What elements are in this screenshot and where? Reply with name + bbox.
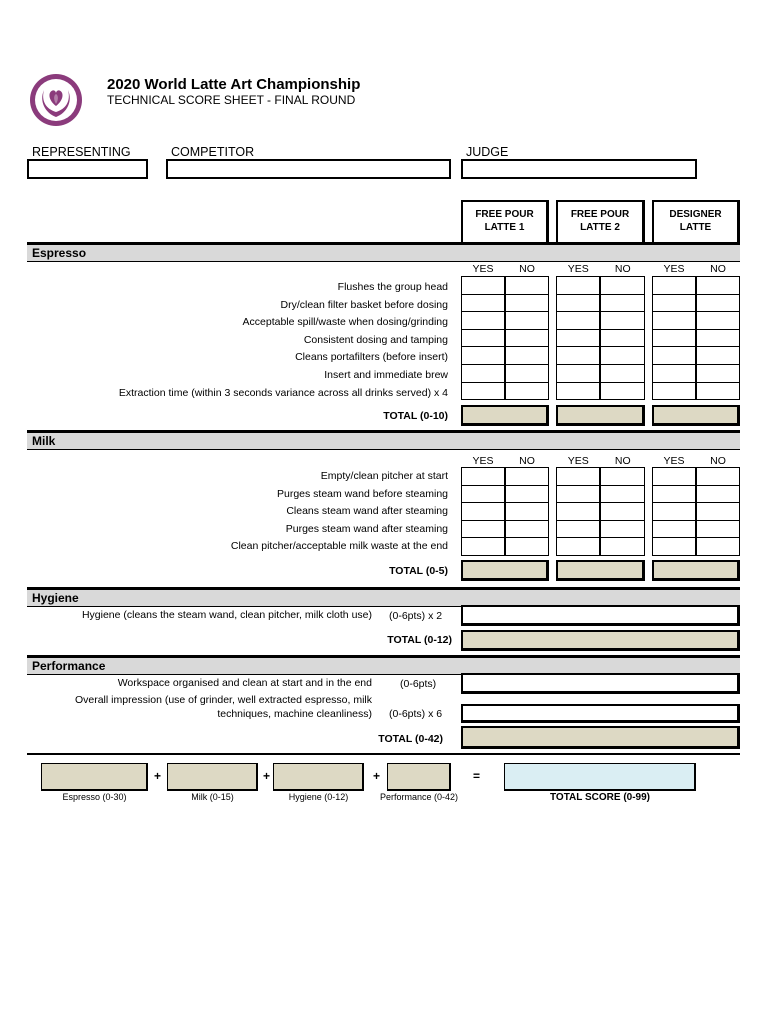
judge-field[interactable] <box>461 159 697 179</box>
no-checkbox-cell[interactable] <box>505 537 549 556</box>
column-header-line: FREE POUR <box>570 209 630 220</box>
no-checkbox-cell[interactable] <box>696 329 740 348</box>
performance-criterion-workspace: Workspace organised and clean at start and in the end <box>117 677 372 689</box>
no-checkbox-cell[interactable] <box>505 502 549 521</box>
yes-checkbox-cell[interactable] <box>652 329 696 348</box>
no-checkbox-cell[interactable] <box>505 485 549 504</box>
section-title: Performance <box>32 659 106 673</box>
yes-checkbox-cell[interactable] <box>556 276 600 295</box>
yes-checkbox-cell[interactable] <box>556 467 600 486</box>
criterion-label: Clean pitcher/acceptable milk waste at the end <box>230 540 448 553</box>
yes-checkbox-cell[interactable] <box>556 329 600 348</box>
summary-espresso-field[interactable] <box>41 763 148 791</box>
performance-total-field[interactable] <box>461 726 740 749</box>
espresso-total-designer[interactable] <box>652 405 740 426</box>
summary-hygiene-field[interactable] <box>273 763 364 791</box>
competitor-field[interactable] <box>166 159 451 179</box>
espresso-total-latte-2[interactable] <box>556 405 645 426</box>
section-title: Milk <box>32 434 56 448</box>
yes-checkbox-cell[interactable] <box>556 502 600 521</box>
yes-column-label: YES <box>567 455 589 467</box>
yes-checkbox-cell[interactable] <box>652 467 696 486</box>
no-checkbox-cell[interactable] <box>696 294 740 313</box>
yes-column-label: YES <box>472 263 494 275</box>
competitor-label: COMPETITOR <box>171 145 255 159</box>
no-checkbox-cell[interactable] <box>505 311 549 330</box>
yes-checkbox-cell[interactable] <box>556 294 600 313</box>
summary-milk-label: Milk (0-15) <box>191 792 234 802</box>
no-checkbox-cell[interactable] <box>696 520 740 539</box>
no-checkbox-cell[interactable] <box>600 364 645 383</box>
no-checkbox-cell[interactable] <box>600 294 645 313</box>
performance-points-overall: (0-6pts) x 6 <box>389 708 443 720</box>
hygiene-total-label: TOTAL (0-12) <box>387 634 452 646</box>
hygiene-points: (0-6pts) x 2 <box>389 610 443 622</box>
criterion-label: Extraction time (within 3 seconds variance across all drinks served) x 4 <box>118 386 448 399</box>
yes-checkbox-cell[interactable] <box>652 537 696 556</box>
no-checkbox-cell[interactable] <box>696 467 740 486</box>
equals-operator: = <box>473 769 481 783</box>
yes-checkbox-cell[interactable] <box>556 520 600 539</box>
column-header-line: LATTE 2 <box>580 222 620 233</box>
no-checkbox-cell[interactable] <box>696 485 740 504</box>
no-checkbox-cell[interactable] <box>505 294 549 313</box>
no-checkbox-cell[interactable] <box>696 276 740 295</box>
column-header-line: DESIGNER <box>669 209 722 220</box>
criterion-label: Dry/clean filter basket before dosing <box>280 298 448 311</box>
criterion-label: Empty/clean pitcher at start <box>320 470 448 482</box>
yes-checkbox-cell[interactable] <box>461 467 505 486</box>
divider <box>27 753 740 755</box>
no-column-label: NO <box>519 263 535 275</box>
criterion-label: Cleans steam wand after steaming <box>286 505 448 518</box>
no-checkbox-cell[interactable] <box>505 276 549 295</box>
page-subtitle: TECHNICAL SCORE SHEET - FINAL ROUND <box>107 93 356 107</box>
no-checkbox-cell[interactable] <box>600 485 645 504</box>
section-header-hygiene <box>27 587 740 606</box>
yes-checkbox-cell[interactable] <box>461 364 505 383</box>
milk-total-label: TOTAL (0-5) <box>389 565 448 577</box>
criterion-label: Acceptable spill/waste when dosing/grinding <box>242 316 448 329</box>
no-column-label: NO <box>710 455 726 467</box>
plus-operator: + <box>373 769 381 783</box>
espresso-total-label: TOTAL (0-10) <box>383 410 448 422</box>
hygiene-total-field[interactable] <box>461 630 740 651</box>
no-checkbox-cell[interactable] <box>505 364 549 383</box>
performance-points-workspace: (0-6pts) <box>400 678 437 690</box>
yes-column-label: YES <box>663 263 685 275</box>
criterion-label: Cleans portafilters (before insert) <box>295 351 448 364</box>
yes-checkbox-cell[interactable] <box>652 520 696 539</box>
no-checkbox-cell[interactable] <box>696 382 740 401</box>
no-checkbox-cell[interactable] <box>696 346 740 365</box>
column-header-free-pour-latte-1 <box>461 200 549 245</box>
column-header-free-pour-latte-2 <box>556 200 645 245</box>
no-column-label: NO <box>614 263 631 275</box>
milk-total-designer[interactable] <box>652 560 740 581</box>
yes-checkbox-cell[interactable] <box>461 329 505 348</box>
yes-checkbox-cell[interactable] <box>461 485 505 504</box>
section-header-espresso <box>27 242 740 261</box>
criterion-label: Purges steam wand before steaming <box>276 487 448 500</box>
yes-checkbox-cell[interactable] <box>556 485 600 504</box>
yes-checkbox-cell[interactable] <box>652 485 696 504</box>
no-checkbox-cell[interactable] <box>600 537 645 556</box>
performance-criterion-overall-line1: Overall impression (use of grinder, well extracted espresso, milk <box>74 694 372 706</box>
yes-checkbox-cell[interactable] <box>556 537 600 556</box>
no-checkbox-cell[interactable] <box>505 467 549 486</box>
page-title: 2020 World Latte Art Championship <box>107 76 361 93</box>
summary-total-score-label: TOTAL SCORE (0-99) <box>549 792 650 803</box>
no-checkbox-cell[interactable] <box>505 520 549 539</box>
no-checkbox-cell[interactable] <box>505 329 549 348</box>
yes-checkbox-cell[interactable] <box>652 364 696 383</box>
yes-column-label: YES <box>663 455 685 467</box>
summary-performance-field[interactable] <box>387 763 451 791</box>
summary-performance-label: Performance (0-42) <box>379 792 459 802</box>
performance-total-label: TOTAL (0-42) <box>378 733 443 745</box>
yes-checkbox-cell[interactable] <box>556 382 600 401</box>
summary-total-score-field[interactable] <box>504 763 696 791</box>
no-checkbox-cell[interactable] <box>600 346 645 365</box>
no-checkbox-cell[interactable] <box>600 467 645 486</box>
summary-hygiene-label: Hygiene (0-12) <box>288 792 349 802</box>
yes-column-label: YES <box>472 455 494 467</box>
yes-checkbox-cell[interactable] <box>556 364 600 383</box>
section-header-milk <box>27 430 740 449</box>
no-checkbox-cell[interactable] <box>696 364 740 383</box>
divider <box>27 261 740 262</box>
yes-checkbox-cell[interactable] <box>652 382 696 401</box>
yes-checkbox-cell[interactable] <box>652 294 696 313</box>
yes-checkbox-cell[interactable] <box>461 382 505 401</box>
criterion-label: Consistent dosing and tamping <box>303 333 448 346</box>
no-checkbox-cell[interactable] <box>696 537 740 556</box>
yes-checkbox-cell[interactable] <box>461 502 505 521</box>
yes-checkbox-cell[interactable] <box>556 311 600 330</box>
no-checkbox-cell[interactable] <box>505 382 549 401</box>
no-checkbox-cell[interactable] <box>600 276 645 295</box>
section-header-performance <box>27 655 740 674</box>
no-column-label: NO <box>614 455 631 467</box>
yes-checkbox-cell[interactable] <box>461 311 505 330</box>
no-column-label: NO <box>710 263 726 275</box>
latte-heart-logo-icon <box>29 73 83 127</box>
no-checkbox-cell[interactable] <box>505 346 549 365</box>
no-checkbox-cell[interactable] <box>696 311 740 330</box>
performance-criterion-overall-line2: techniques, machine cleanliness) <box>217 708 372 720</box>
no-column-label: NO <box>519 455 535 467</box>
criterion-label: Purges steam wand after steaming <box>285 522 448 535</box>
yes-checkbox-cell[interactable] <box>461 537 505 556</box>
column-header-line: FREE POUR <box>475 209 534 220</box>
hygiene-criterion: Hygiene (cleans the steam wand, clean pitcher, milk cloth use) <box>81 609 372 621</box>
plus-operator: + <box>263 769 271 783</box>
summary-espresso-label: Espresso (0-30) <box>62 792 127 802</box>
no-checkbox-cell[interactable] <box>600 502 645 521</box>
yes-checkbox-cell[interactable] <box>461 520 505 539</box>
hygiene-score-field[interactable] <box>461 605 740 626</box>
divider <box>27 449 740 450</box>
no-checkbox-cell[interactable] <box>600 329 645 348</box>
yes-checkbox-cell[interactable] <box>652 311 696 330</box>
yes-checkbox-cell[interactable] <box>556 346 600 365</box>
yes-checkbox-cell[interactable] <box>461 294 505 313</box>
yes-column-label: YES <box>567 263 589 275</box>
no-checkbox-cell[interactable] <box>600 311 645 330</box>
milk-total-latte-2[interactable] <box>556 560 645 581</box>
no-checkbox-cell[interactable] <box>600 520 645 539</box>
judge-label: JUDGE <box>466 145 509 159</box>
representing-field[interactable] <box>27 159 148 179</box>
no-checkbox-cell[interactable] <box>600 382 645 401</box>
performance-workspace-field[interactable] <box>461 673 740 694</box>
performance-overall-field[interactable] <box>461 704 740 723</box>
yes-checkbox-cell[interactable] <box>652 346 696 365</box>
yes-checkbox-cell[interactable] <box>461 346 505 365</box>
representing-label: REPRESENTING <box>32 145 131 159</box>
yes-checkbox-cell[interactable] <box>461 276 505 295</box>
column-header-line: LATTE 1 <box>484 222 525 233</box>
column-header-line: LATTE <box>679 222 712 233</box>
summary-milk-field[interactable] <box>167 763 258 791</box>
no-checkbox-cell[interactable] <box>696 502 740 521</box>
section-title: Hygiene <box>32 591 79 605</box>
criterion-label: Flushes the group head <box>337 281 448 293</box>
section-title: Espresso <box>32 246 87 260</box>
yes-checkbox-cell[interactable] <box>652 502 696 521</box>
espresso-total-latte-1[interactable] <box>461 405 549 426</box>
yes-checkbox-cell[interactable] <box>652 276 696 295</box>
plus-operator: + <box>154 769 162 783</box>
criterion-label: Insert and immediate brew <box>324 369 448 381</box>
milk-total-latte-1[interactable] <box>461 560 549 581</box>
column-header-designer-latte <box>652 200 740 245</box>
